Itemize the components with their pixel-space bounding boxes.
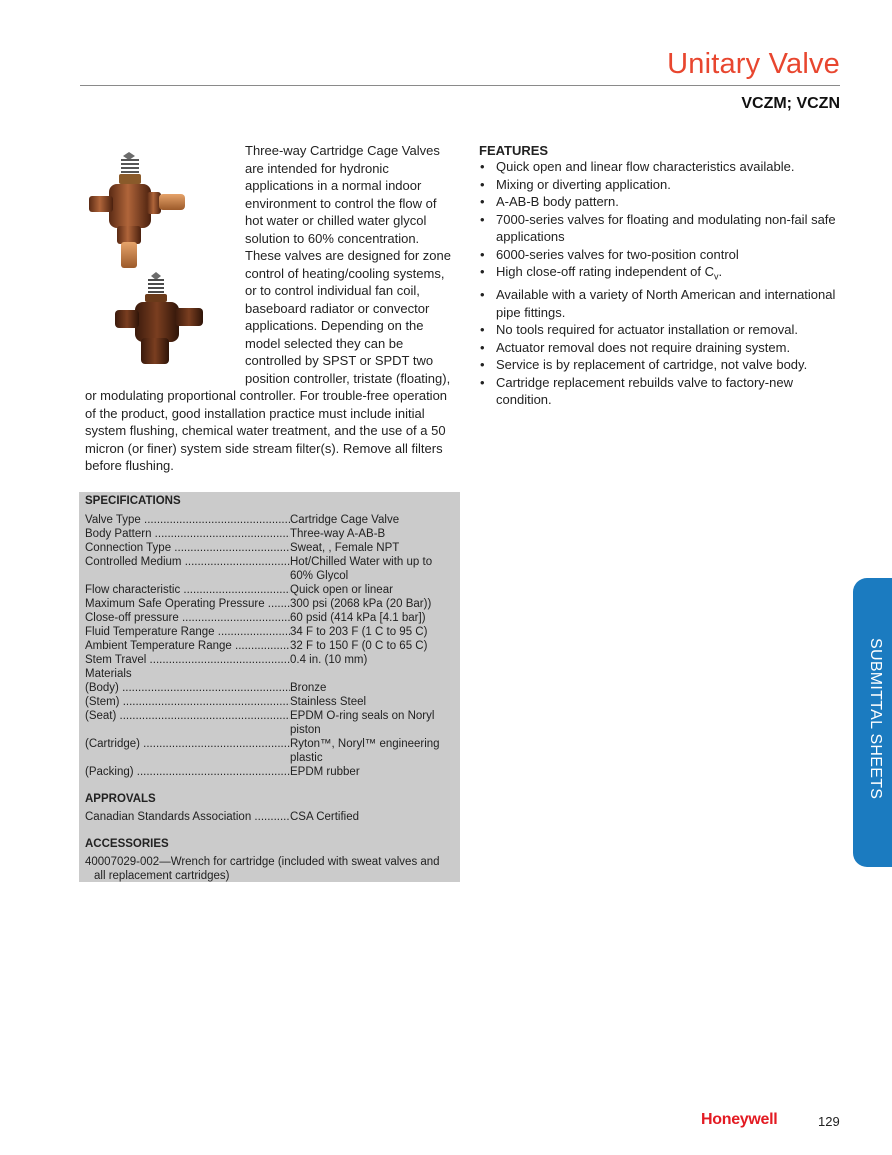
approvals-row: Canadian Standards Association ..... CSA Certified [85, 810, 454, 824]
spec-row: Maximum Safe Operating Pressure ..... 300 psi (2068 kPa (20 Bar)) [85, 597, 454, 611]
spec-row: Stem Travel ..... 0.4 in. (10 mm) [85, 653, 454, 667]
feature-item: • Quick open and linear flow characteristics available. [480, 159, 795, 174]
feature-item: • Available with a variety of North American and international pipe fittings. [480, 287, 836, 320]
spec-row: Fluid Temperature Range ..... 34 F to 203 F (1 C to 95 C) [85, 625, 454, 639]
upper-valve-illustration [89, 152, 185, 268]
feature-item: • Cartridge replacement rebuilds valve to factory-new condition. [480, 374, 793, 408]
feature-item: • A-AB-B body pattern. [480, 194, 619, 209]
features-section [479, 143, 849, 409]
spec-row: Flow characteristic ..... Quick open or linear [85, 583, 454, 597]
materials-row: (Body) ..... Bronze [85, 681, 454, 695]
materials-row: (Seat) ..... EPDM O-ring seals on Noryl piston [85, 709, 454, 737]
materials-row: (Packing) ..... EPDM rubber [85, 765, 454, 779]
cv-subscript: v [714, 271, 719, 282]
specifications-box [79, 492, 460, 882]
feature-item: • Actuator removal does not require draining system. [480, 339, 791, 355]
materials-label: Materials [85, 668, 132, 680]
feature-item: • 6000-series valves for two-position control [480, 246, 739, 262]
materials-row: (Cartridge) ..... Ryton™, Noryl™ engineering plastic [85, 737, 454, 765]
accessory-description: —Wrench for cartridge (included with sweat valves and all replacement cartridges) [94, 856, 440, 882]
page-number: 129 [818, 1114, 840, 1129]
model-numbers: VCZM; VCZN [741, 95, 840, 112]
accessory-item [85, 855, 454, 883]
spec-row: Body Pattern ..... Three-way A-AB-B [85, 527, 454, 541]
approvals-heading: APPROVALS [85, 793, 156, 805]
intro-paragraph: Three-way Cartridge Cage Valves are intended for hydronic applications in a normal indoor environment to control the flow of hot water or chilled water glycol solution to 60% concentration. These valves are designed for zone control of heating/cooling systems, or to control individual fan coil, baseboard radiator or convector applications. Depending on the model selected they can be controlled by SPST or SPDT two position controller, tristate (floating), or modulating proportional controller. For trouble-free operation of the product, good installation practice must include initial system flushing, chemical water treatment, and the use of a 50 micron (or finer) system side stream filter(s). Remove all filters before flushing. [85, 143, 451, 473]
feature-item: • No tools required for actuator installation or removal. [480, 322, 799, 338]
lower-valve-illustration [115, 272, 203, 364]
header-divider [80, 85, 840, 86]
honeywell-logo: Honeywell [701, 1111, 778, 1128]
spec-row: Close-off pressure ..... 60 psid (414 kPa [4.1 bar]) [85, 611, 454, 625]
feature-item: • 7000-series valves for floating and modulating non-fail safe applications [480, 211, 836, 244]
submittal-sheets-label: SUBMITTAL SHEETS [867, 638, 884, 800]
spec-row: Connection Type ..... Sweat, , Female NPT [85, 541, 454, 555]
accessory-part-number: 40007029-002 [85, 856, 160, 868]
materials-row: (Stem) ..... Stainless Steel [85, 695, 454, 709]
specifications-heading: SPECIFICATIONS [85, 495, 181, 507]
features-list [479, 158, 849, 409]
specifications-table [85, 513, 454, 779]
feature-item: • Service is by replacement of cartridge, not valve body. [480, 357, 808, 373]
page-title: Unitary Valve [667, 48, 840, 80]
spec-row: Controlled Medium ..... Hot/Chilled Water with up to 60% Glycol [85, 555, 454, 583]
spec-row: Ambient Temperature Range ..... 32 F to 150 F (0 C to 65 C) [85, 639, 454, 653]
accessories-heading: ACCESSORIES [85, 838, 169, 850]
feature-item: • High close-off rating independent of $C_v$. [480, 264, 723, 282]
spec-row: Valve Type ..... Cartridge Cage Valve [85, 513, 454, 527]
valve-product-image [85, 142, 243, 370]
features-heading: FEATURES [479, 143, 549, 158]
feature-item: • Mixing or diverting application. [480, 176, 671, 192]
intro-section [85, 142, 455, 475]
